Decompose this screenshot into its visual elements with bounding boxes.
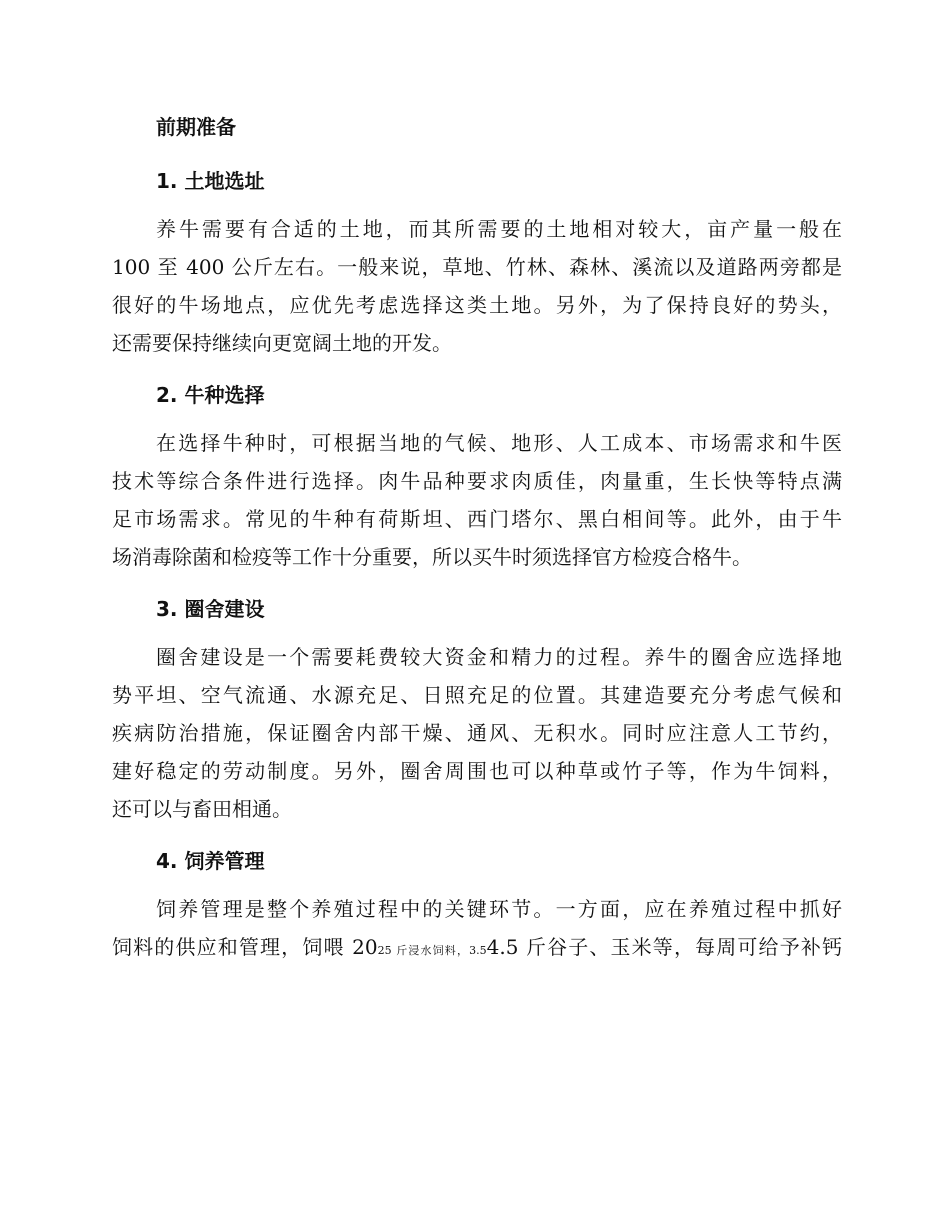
paragraph-line-mixed	[112, 928, 842, 966]
paragraph-barn	[112, 638, 842, 828]
paragraph-breed	[112, 424, 842, 576]
section-heading-land: 1. 土地选址	[156, 169, 265, 193]
paragraph-feeding	[112, 890, 842, 966]
page-title: 前期准备	[156, 115, 236, 139]
paragraph-line: 场消毒除菌和检疫等工作十分重要，所以买牛时须选择官方检疫合格牛。	[112, 545, 752, 569]
paragraph-line: 还需要保持继续向更宽阔土地的开发。	[112, 331, 452, 355]
paragraph-line: 养牛需要有合适的土地，而其所需要的土地相对较大，亩产量一般在	[156, 217, 842, 241]
paragraph-line: 还可以与畜田相通。	[112, 797, 292, 821]
paragraph-line: 建好稳定的劳动制度。另外，圈舍周围也可以种草或竹子等，作为牛饲料，	[112, 759, 842, 783]
small-text-run: 25 斤浸水饲料，3.5	[377, 944, 487, 957]
paragraph-land	[112, 210, 842, 362]
paragraph-line: 100 至 400 公斤左右。一般来说，草地、竹林、森林、溪流以及道路两旁都是	[112, 255, 842, 279]
text-run: 饲料的供应和管理，饲喂 20	[112, 935, 378, 959]
section-heading-barn: 3. 圈舍建设	[156, 597, 265, 621]
paragraph-line: 足市场需求。常见的牛种有荷斯坦、西门塔尔、黑白相间等。此外，由于牛	[112, 507, 842, 531]
paragraph-line: 很好的牛场地点，应优先考虑选择这类土地。另外，为了保持良好的势头，	[112, 293, 842, 317]
section-heading-breed: 2. 牛种选择	[156, 383, 265, 407]
section-heading-feeding: 4. 饲养管理	[156, 849, 265, 873]
paragraph-line: 圈舍建设是一个需要耗费较大资金和精力的过程。养牛的圈舍应选择地	[156, 645, 842, 669]
text-run: 4.5 斤谷子、玉米等，每周可给予补钙	[486, 935, 842, 959]
paragraph-line: 技术等综合条件进行选择。肉牛品种要求肉质佳，肉量重，生长快等特点满	[112, 469, 842, 493]
paragraph-line: 势平坦、空气流通、水源充足、日照充足的位置。其建造要充分考虑气候和	[112, 683, 842, 707]
paragraph-line: 疾病防治措施，保证圈舍内部干燥、通风、无积水。同时应注意人工节约，	[112, 721, 842, 745]
paragraph-line: 在选择牛种时，可根据当地的气候、地形、人工成本、市场需求和牛医	[156, 431, 842, 455]
document-page	[112, 108, 842, 966]
paragraph-line: 饲养管理是整个养殖过程中的关键环节。一方面，应在养殖过程中抓好	[156, 897, 842, 921]
